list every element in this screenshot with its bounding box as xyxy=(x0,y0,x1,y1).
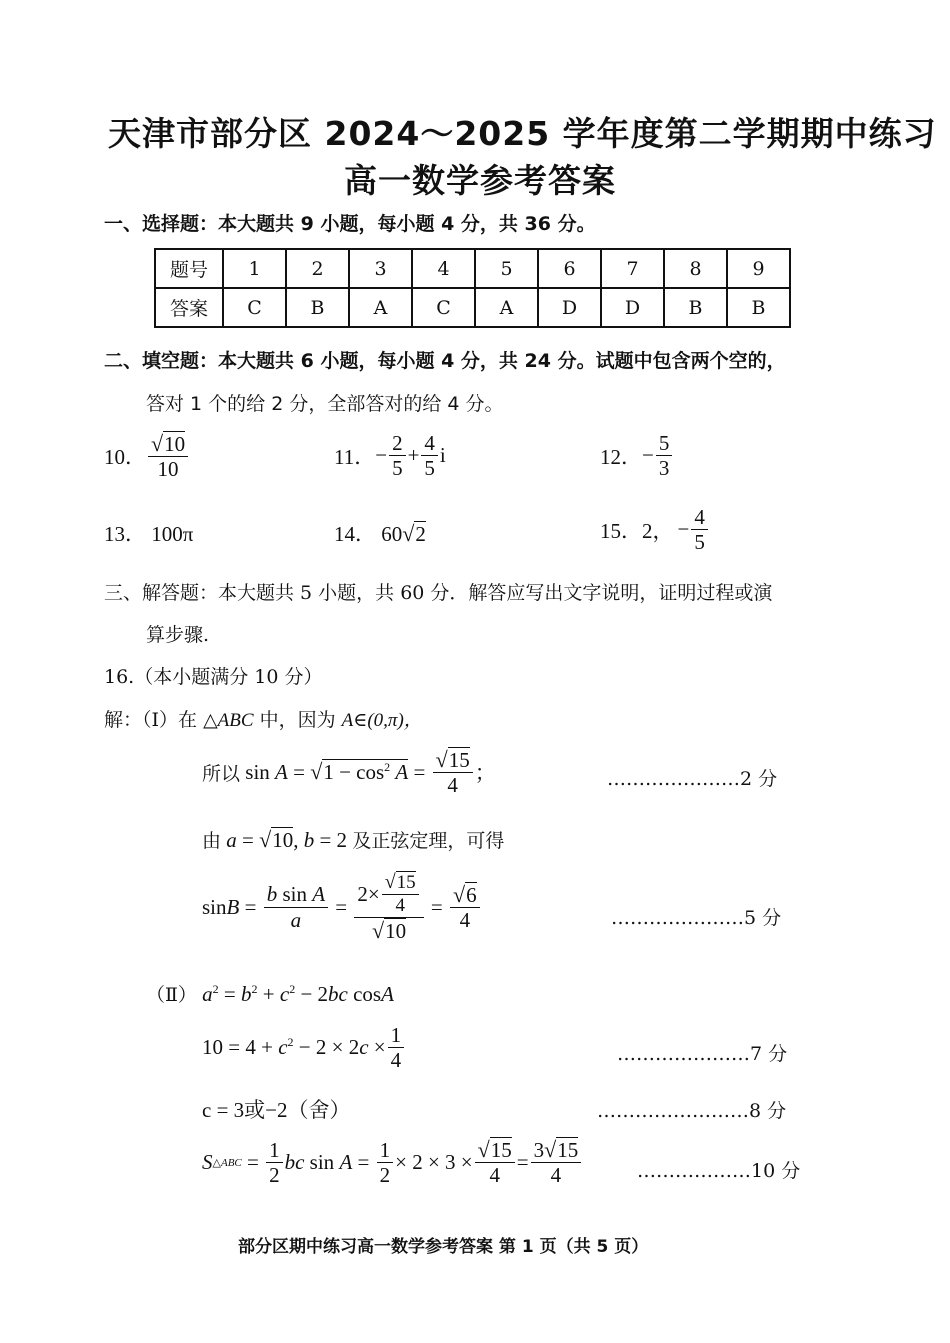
table-header-cell: 答案 xyxy=(155,288,223,327)
triangle-name: △ABC xyxy=(203,710,254,731)
numerator: 2 xyxy=(389,432,406,456)
answer-q15: 15． 2， − $\frac{4}{5}$ xyxy=(600,506,710,553)
equation-sinB: sin B = $\frac{\text{b sin A}}{a}$ = 2× $\frac{√15}{4}$ √10 = $\frac{√6}{4}$ xyxy=(202,872,482,942)
table-cell: 2 xyxy=(286,249,349,288)
fraction: $\frac{√10}{10}$ xyxy=(148,432,188,480)
score-line1: …………………2 分 xyxy=(607,768,778,790)
fraction xyxy=(656,432,673,479)
numerator: 4 xyxy=(421,432,438,456)
equation-substitute: $10 = 4 + c^2 - 2 \times 2c$ × $\frac{1}{4}$ xyxy=(202,1024,406,1071)
radicand: 2 xyxy=(415,522,426,546)
condition: A∈(0,π)， xyxy=(341,710,423,731)
table-cell: B xyxy=(727,288,790,327)
solution-text: 中，因为 xyxy=(259,709,336,731)
equation-sinA: 所以 sin A = $√1 - \cos^2 A$ = $\frac{√15}{4}$ ； xyxy=(202,747,496,798)
text: 及正弦定理，可得 xyxy=(352,831,505,852)
table-cell: 9 xyxy=(727,249,790,288)
table-cell: D xyxy=(601,288,664,327)
section-solve-heading: 三、解答题：本大题共 5 小题，共 60 分．解答应写出文字说明，证明过程或演 xyxy=(104,582,773,604)
answer-q10 xyxy=(104,432,190,480)
radicand: 10 xyxy=(164,432,186,456)
page-subtitle: 高一数学参考答案 xyxy=(344,161,616,200)
table-cell: 5 xyxy=(475,249,538,288)
table-cell: 1 xyxy=(223,249,286,288)
score-line6: ……………………8 分 xyxy=(597,1100,787,1122)
table-cell: B xyxy=(286,288,349,327)
table-cell: 7 xyxy=(601,249,664,288)
denominator: 5 xyxy=(392,456,403,481)
imaginary-unit: i xyxy=(439,443,446,468)
section-choice-heading: 一、选择题：本大题共 9 小题，每小题 4 分，共 36 分。 xyxy=(104,213,596,235)
answer-value: 2， xyxy=(642,518,674,543)
table-cell: C xyxy=(223,288,286,327)
answer-value: 100π xyxy=(151,522,194,546)
text: 由 xyxy=(202,831,222,852)
score-line3: …………………5 分 xyxy=(611,907,782,929)
section-fill-heading: 二、填空题：本大题共 6 小题，每小题 4 分，共 24 分。试题中包含两个空的， xyxy=(104,350,786,372)
score-line5: …………………7 分 xyxy=(617,1043,788,1065)
answer-q14: 14． 60√2 xyxy=(334,521,426,546)
score-line7: ………………10 分 xyxy=(637,1160,801,1182)
table-cell: A xyxy=(349,288,412,327)
equation-prefix: 所以 xyxy=(202,763,241,785)
answer-table xyxy=(154,248,791,328)
equation-law-of-cosines: （Ⅱ） $a^2 = b^2 + c^2 - 2bc$ cosA xyxy=(146,982,394,1006)
section-solve-heading-cont: 算步骤. xyxy=(146,624,210,646)
fraction xyxy=(389,432,406,479)
table-row xyxy=(155,288,790,327)
table-cell: 8 xyxy=(664,249,727,288)
numerator: 4 xyxy=(691,506,708,530)
question-number: 13． xyxy=(104,522,146,546)
section-fill-heading-cont: 答对 1 个的给 2 分，全部答对的给 4 分。 xyxy=(146,393,504,415)
numerator: 5 xyxy=(656,432,673,456)
equation-given: 由 a = √10, b = 2 及正弦定理，可得 xyxy=(202,827,505,852)
equation-c-value: c = 3或−2（舍） xyxy=(202,1098,351,1122)
denominator: 5 xyxy=(424,456,435,481)
page-title: 天津市部分区 2024～2025 学年度第二学期期中练习 xyxy=(108,114,937,153)
table-header-cell: 题号 xyxy=(155,249,223,288)
part-label: （Ⅱ） xyxy=(146,985,197,1006)
answer-q11: 11． − $\frac{2}{5}$ + $\frac{4}{5}$ i xyxy=(334,431,446,481)
table-row xyxy=(155,249,790,288)
fraction xyxy=(421,432,438,479)
table-cell: 4 xyxy=(412,249,475,288)
table-cell: A xyxy=(475,288,538,327)
question-16-heading: 16.（本小题满分 10 分） xyxy=(104,666,323,688)
answer-q12: 12． − $\frac{5}{3}$ xyxy=(600,432,674,479)
denominator: 10 xyxy=(157,457,179,482)
question-number: 14． xyxy=(334,522,376,546)
question-number: 11． xyxy=(334,444,376,469)
table-cell: 3 xyxy=(349,249,412,288)
question-number: 12． xyxy=(600,444,642,469)
answer-q13 xyxy=(104,518,193,548)
table-cell: D xyxy=(538,288,601,327)
question-number: 15． xyxy=(600,518,642,543)
coefficient: 60 xyxy=(381,522,403,546)
equation-area: S △ABC = $\frac{1}{2}$ bc sin A = $\frac{1}{2}$ × 2 × 3 × $\frac{√15}{4}$ = $\frac{3√15}{4}$ xyxy=(202,1138,583,1186)
table-cell: 6 xyxy=(538,249,601,288)
table-cell: B xyxy=(664,288,727,327)
denominator: 5 xyxy=(694,530,705,555)
table-cell: C xyxy=(412,288,475,327)
denominator: 3 xyxy=(658,456,670,481)
fraction xyxy=(691,506,708,553)
solution-label: 解：（Ⅰ）在 xyxy=(104,709,198,731)
question-number: 10． xyxy=(104,445,146,470)
page-footer: 部分区期中练习高一数学参考答案 第 1 页（共 5 页） xyxy=(238,1237,649,1257)
solution-intro xyxy=(104,705,423,732)
